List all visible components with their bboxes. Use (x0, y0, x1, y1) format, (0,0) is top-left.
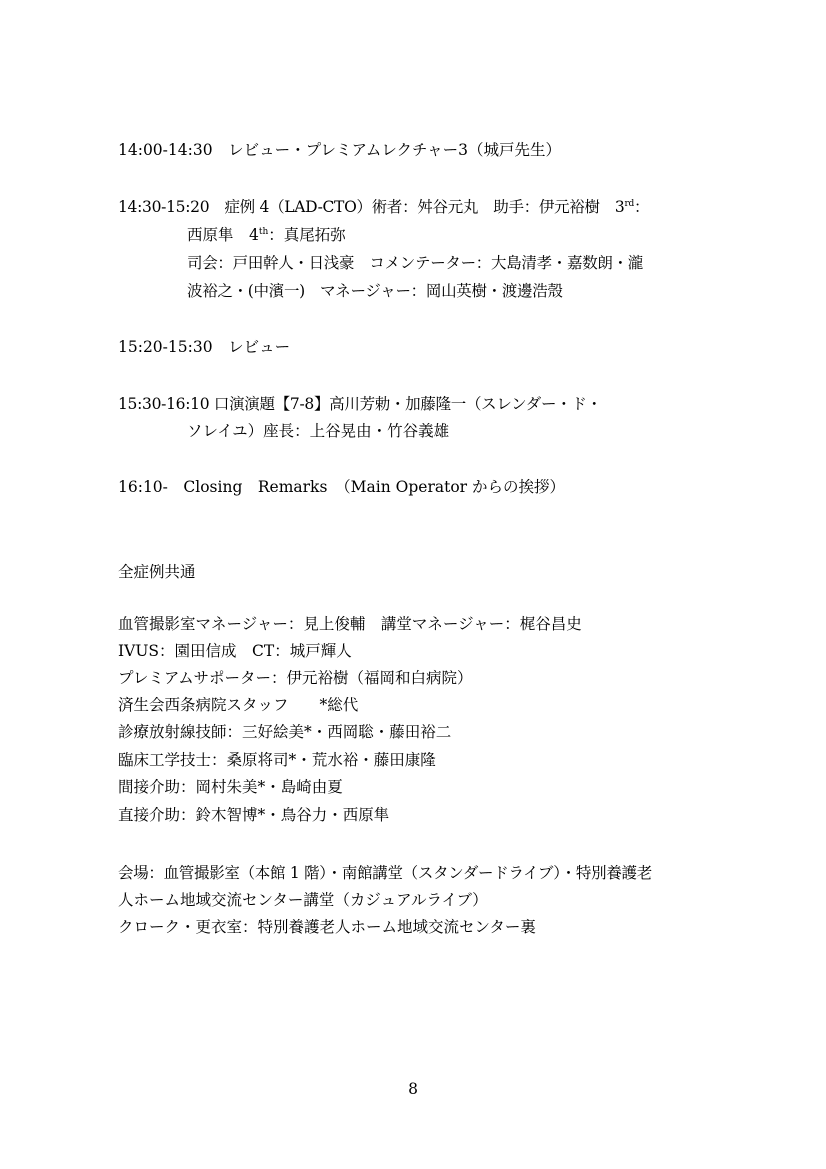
venue-line2: 人ホーム地域交流センター講堂（カジュアルライブ） (118, 891, 488, 909)
schedule-item-case4-line4: 波裕之・(中濱一) マネージャー：岡山英樹・渡邊浩殼 (187, 282, 563, 300)
common-item: プレミアムサポーター：伊元裕樹（福岡和白病院） (118, 669, 473, 687)
case4-line2-text: 西原隼 4 (187, 226, 259, 244)
case4-line2-superscript: th (258, 226, 269, 237)
common-item: 診療放射線技師：三好絵美*・西岡聡・藤田裕二 (118, 723, 452, 741)
venue-line1: 会場：血管撮影室（本館 1 階）・南館講堂（スタンダードライブ）・特別養護老 (118, 864, 652, 882)
common-item: 直接介助：鈴木智博*・鳥谷力・西原隼 (118, 806, 390, 824)
common-heading: 全症例共通 (118, 563, 196, 581)
schedule-item-oral-line2: ソレイユ）座長：上谷晃由・竹谷義雄 (187, 422, 450, 440)
schedule-item-premium-lecture: 14:00-14:30 レビュー・プレミアムレクチャー3（城戸先生） (118, 141, 561, 159)
schedule-item-oral-line1: 15:30-16:10 口演演題【7-8】高川芳勅・加藤隆一（スレンダー・ド・ (118, 395, 602, 413)
case4-line1-superscript: rd (624, 198, 634, 209)
case4-line2-suffix: ：真尾拓弥 (268, 226, 346, 244)
page-number: 8 (408, 1080, 418, 1098)
common-item: 血管撮影室マネージャー：見上俊輔 講堂マネージャー：梶谷昌史 (118, 615, 582, 633)
case4-line1-suffix: ： (633, 198, 650, 216)
schedule-item-closing-remarks: 16:10- Closing Remarks （Main Operator からの挨拶） (118, 478, 565, 496)
common-item: IVUS：園田信成 CT：城戸輝人 (118, 642, 352, 660)
schedule-item-case4-line1 (118, 195, 649, 219)
schedule-item-case4-line2 (187, 223, 346, 247)
schedule-item-case4-line3: 司会：戸田幹人・日浅豪 コメンテーター：大島清孝・嘉数朗・瀧 (187, 254, 644, 272)
common-item: 間接介助：岡村朱美*・島崎由夏 (118, 778, 343, 796)
common-item: 済生会西条病院スタッフ *総代 (118, 696, 359, 714)
cloakroom-line: クローク・更衣室：特別養護老人ホーム地域交流センター裏 (118, 918, 536, 936)
common-item: 臨床工学技士：桑原将司*・荒水裕・藤田康隆 (118, 751, 436, 769)
schedule-item-review: 15:20-15:30 レビュー (118, 338, 291, 356)
case4-line1-text: 14:30-15:20 症例 4（LAD-CTO）術者：舛谷元丸 助手：伊元裕樹 3 (118, 198, 625, 216)
